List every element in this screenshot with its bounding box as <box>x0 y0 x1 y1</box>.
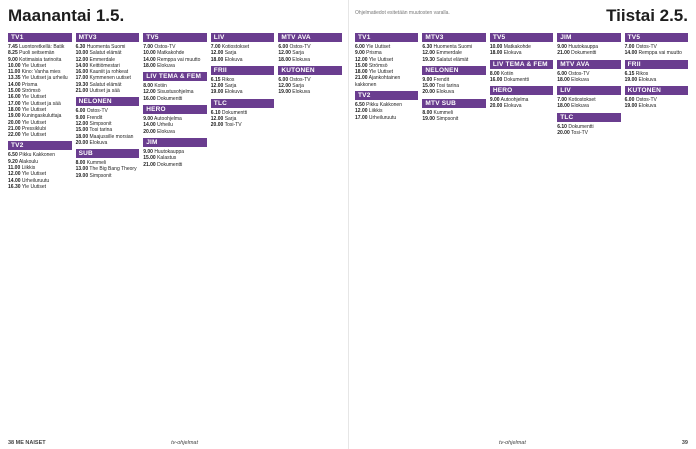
program-entry <box>557 77 620 83</box>
program-title: Yle Uutiset <box>21 132 47 139</box>
channel-header: MTV3 <box>76 33 140 42</box>
program-time: 7.00 <box>624 44 635 50</box>
program-title: Puoli seitsemän <box>19 50 55 57</box>
program-title: Dokumentti <box>568 123 594 130</box>
program-title: Sarja <box>292 50 304 57</box>
program-title: Pressiklubi <box>21 125 47 132</box>
channel-header: HERO <box>143 105 207 114</box>
schedule-column <box>557 30 620 136</box>
program-time: 20.00 <box>210 122 224 129</box>
program-time: 16.00 <box>143 95 156 102</box>
program-title: Ostos-TV <box>568 70 590 77</box>
program-time: 9.00 <box>557 44 567 50</box>
program-entry <box>143 96 207 102</box>
program-time: 16.30 <box>8 183 21 190</box>
program-time: 12.00 <box>210 50 224 57</box>
program-title: Yle Uutiset <box>21 62 47 69</box>
schedule-note: Ohjelmatiedot esitetään muutosten varalla. <box>355 10 450 16</box>
program-time: 15.00 <box>143 155 156 162</box>
program-time: 12.00 <box>422 50 435 57</box>
program-entry <box>8 132 72 138</box>
program-title: Elokuva <box>503 103 522 110</box>
channel-header: SUB <box>76 149 140 158</box>
program-time: 12.00 <box>75 120 89 127</box>
channel-header: KUTONEN <box>278 66 342 75</box>
program-entry <box>211 122 275 128</box>
day-title-tuesday: Tiistai 2.5. <box>606 6 688 25</box>
program-title: Liikkis <box>368 108 383 115</box>
program-time: 8.25 <box>8 50 18 57</box>
program-entry <box>143 63 207 69</box>
program-title: Elokuva <box>224 89 243 96</box>
program-title: Alakoulu <box>18 158 39 165</box>
program-entry <box>8 184 72 190</box>
program-title: Autoohjelma <box>500 97 529 104</box>
program-title: Salatut elämät <box>436 56 469 63</box>
program-time: 18.00 <box>557 76 570 83</box>
program-title: Frendit <box>433 76 450 83</box>
program-title: Tosi-TV <box>571 130 588 137</box>
program-title: Kummeli <box>86 160 107 167</box>
day-title-monday: Maanantai 1.5. <box>8 6 125 25</box>
program-entry <box>557 103 620 109</box>
program-time: 6.10 <box>210 109 221 116</box>
page-number-left <box>8 440 46 446</box>
program-time: 11.00 <box>8 69 21 76</box>
program-time: 8.00 <box>75 160 86 167</box>
program-title: Elokuva <box>436 89 455 96</box>
program-entry <box>355 75 418 88</box>
program-title: Prisma <box>21 81 38 88</box>
channel-header: TV2 <box>355 91 418 100</box>
channel-header: JIM <box>557 33 620 42</box>
program-time: 21.00 <box>355 75 368 82</box>
program-title: Yle Uutiset <box>21 183 47 190</box>
program-title: Sarja <box>224 50 237 57</box>
program-time: 12.00 <box>278 50 291 57</box>
program-title: Elokuva <box>292 89 311 96</box>
page-number: 38 <box>8 440 15 446</box>
program-time: 6.30 <box>422 44 433 50</box>
program-title: Frendit <box>86 114 103 121</box>
right-page <box>348 0 696 449</box>
program-entry <box>625 103 688 109</box>
program-time: 6.00 <box>75 108 86 115</box>
program-time: 15.00 <box>422 83 435 90</box>
program-title: Matkakohde <box>503 44 531 50</box>
program-title: Remppa vai muutto <box>157 56 201 63</box>
program-title: Dokumentti <box>157 95 183 102</box>
program-time: 19.00 <box>422 116 435 123</box>
channel-header: KUTONEN <box>625 86 688 95</box>
program-entry <box>490 50 553 56</box>
program-title: Huomenta Suomi <box>86 44 126 50</box>
channel-header: TV1 <box>8 33 72 42</box>
program-title: Huutokauppa <box>568 44 599 50</box>
channel-header: TLC <box>211 99 275 108</box>
program-entry <box>76 140 140 146</box>
program-time: 20.00 <box>75 139 89 146</box>
program-time: 18.00 <box>143 62 156 69</box>
program-title: Yle Uutiset <box>21 94 47 101</box>
program-time: 18.00 <box>8 106 21 113</box>
program-time: 19.00 <box>278 89 291 96</box>
channel-header: TV2 <box>8 141 72 150</box>
channel-header: MTV SUB <box>422 99 485 108</box>
program-time: 16.00 <box>8 94 21 101</box>
right-head-row <box>355 6 688 30</box>
program-time: 21.00 <box>143 161 156 168</box>
program-time: 16.00 <box>75 69 89 76</box>
program-title: Autoohjelma <box>154 116 182 123</box>
program-time: 18.00 <box>355 69 368 76</box>
channel-header: MTV AVA <box>557 60 620 69</box>
program-title: Elokuva <box>638 76 657 83</box>
program-title: Ostos-TV <box>635 44 657 50</box>
channel-header: TV5 <box>625 33 688 42</box>
program-title: Sarja <box>292 83 304 90</box>
program-title: Emmerdale <box>89 56 116 63</box>
program-title: Elokuva <box>571 103 589 110</box>
program-title: Rikos <box>635 70 649 77</box>
program-time: 12.00 <box>8 171 21 178</box>
program-title: Prisma <box>366 50 382 57</box>
program-time: 20.00 <box>557 130 570 137</box>
channel-header: TV1 <box>355 33 418 42</box>
program-time: 8.00 <box>143 83 153 90</box>
program-time: 19.00 <box>75 172 89 179</box>
program-time: 6.10 <box>557 123 567 130</box>
program-time: 10.00 <box>75 50 89 57</box>
program-time: 17.00 <box>75 75 89 82</box>
program-time: 14.00 <box>8 177 21 184</box>
program-time: 17.00 <box>355 114 368 121</box>
program-title: Simpsonit <box>89 120 112 127</box>
program-time: 14.00 <box>8 81 21 88</box>
program-title: Tosi-TV <box>224 122 242 129</box>
program-time: 6.00 <box>278 44 289 50</box>
program-title: Ajankohtainen kakkonen <box>355 75 401 88</box>
program-time: 12.00 <box>278 83 291 90</box>
program-title: Kino: Vanha mies <box>21 69 61 76</box>
program-time: 19.00 <box>210 89 224 96</box>
left-columns <box>8 30 342 190</box>
program-title: Elokuva <box>157 128 175 135</box>
program-time: 18.00 <box>489 50 503 57</box>
program-title: Dokumentti <box>157 161 183 168</box>
program-time: 12.00 <box>210 83 224 90</box>
program-time: 6.00 <box>557 70 567 77</box>
program-title: Elokuva <box>157 62 175 69</box>
program-entry <box>211 89 275 95</box>
program-title: Kymmenen uutiset <box>89 75 131 82</box>
program-time: 9.00 <box>8 56 18 63</box>
program-title: Matkakohde <box>157 50 185 57</box>
program-title: Yle Uutiset <box>21 171 47 178</box>
program-title: Yle Uutiset ja urheilu <box>21 75 68 82</box>
program-title: Yle Uutiset <box>366 44 391 50</box>
program-time: 9.00 <box>489 97 500 104</box>
program-title: Ostos-TV <box>289 44 311 50</box>
program-time: 18.00 <box>557 103 570 110</box>
magazine-brand: ME NAISET <box>15 440 46 446</box>
channel-header: FRII <box>211 66 275 75</box>
program-entry <box>422 89 485 95</box>
program-title: Emmerdale <box>436 50 462 57</box>
section-label-left: tv-ohjelmat <box>171 440 198 446</box>
program-title: Strömsö <box>21 88 41 95</box>
section-label-right: tv-ohjelmat <box>499 440 526 446</box>
channel-header: LIV TEMA & FEM <box>490 60 553 69</box>
program-entry <box>625 50 688 56</box>
program-title: Kotimaisia tarinoita <box>19 56 62 63</box>
program-title: Huomenta Suomi <box>433 44 473 50</box>
channel-header: LIV <box>557 86 620 95</box>
program-title: Kauniit ja rohkeat <box>89 69 129 76</box>
program-entry <box>490 77 553 83</box>
program-time: 22.00 <box>8 132 21 139</box>
schedule-column <box>143 30 207 190</box>
program-time: 15.00 <box>75 127 89 134</box>
channel-header: MTV3 <box>422 33 485 42</box>
program-title: Luontoretkellä: Batik <box>19 44 65 50</box>
schedule-column <box>278 30 342 190</box>
program-time: 12.00 <box>143 89 156 96</box>
channel-header: HERO <box>490 86 553 95</box>
program-time: 6.00 <box>624 97 635 104</box>
program-time: 17.00 <box>8 100 21 107</box>
channel-header: FRII <box>625 60 688 69</box>
program-time: 10.00 <box>489 44 503 50</box>
program-entry <box>278 57 342 63</box>
program-time: 9.00 <box>143 148 153 155</box>
program-title: Kotiostokset <box>221 44 250 50</box>
program-entry <box>76 88 140 94</box>
program-time: 20.00 <box>143 128 156 135</box>
program-title: Salatut elämät <box>89 81 122 88</box>
channel-header: LIV <box>211 33 275 42</box>
schedule-column <box>422 30 485 136</box>
program-time: 14.00 <box>75 62 89 69</box>
program-time: 18.00 <box>210 56 224 63</box>
program-time: 15.00 <box>8 88 21 95</box>
program-title: Urheilu <box>157 122 173 129</box>
channel-header: NELONEN <box>76 97 140 106</box>
schedule-column <box>8 30 72 190</box>
program-time: 6.15 <box>624 70 635 77</box>
program-entry <box>355 115 418 121</box>
program-title: Sarja <box>224 83 237 90</box>
program-title: Elokuva <box>571 76 589 83</box>
channel-header: TV5 <box>143 33 207 42</box>
program-title: Kotiostokset <box>568 97 596 104</box>
program-time: 6.30 <box>75 44 86 50</box>
program-time: 20.00 <box>8 119 21 126</box>
program-time: 9.00 <box>422 76 433 83</box>
schedule-column <box>355 30 418 136</box>
program-title: Dokumentti <box>571 50 597 57</box>
program-time: 19.00 <box>624 103 638 110</box>
program-time: 16.00 <box>489 76 503 83</box>
program-time: 13.00 <box>75 166 89 173</box>
program-time: 14.00 <box>143 56 156 63</box>
program-title: Ostos-TV <box>289 76 311 83</box>
program-title: Elokuva <box>224 56 243 63</box>
program-title: Elokuva <box>503 50 522 57</box>
program-time: 7.00 <box>143 44 153 50</box>
program-time: 6.50 <box>355 102 365 109</box>
program-title: Yle Uutiset <box>368 56 394 63</box>
program-time: 19.30 <box>75 81 89 88</box>
program-title: Simpsonit <box>89 172 112 179</box>
program-title: Ostos-TV <box>154 44 176 50</box>
program-title: Yle Uutiset ja sää <box>21 100 61 107</box>
program-title: Rikos <box>221 76 235 83</box>
program-time: 7.00 <box>210 44 221 50</box>
program-time: 6.00 <box>355 44 365 50</box>
program-time: 19.00 <box>624 76 638 83</box>
program-title: Elokuva <box>638 103 657 110</box>
channel-header: NELONEN <box>422 66 485 75</box>
program-entry <box>625 77 688 83</box>
program-title: Urheiluruutu <box>368 114 397 121</box>
schedule-column <box>211 30 275 190</box>
program-time: 8.00 <box>422 109 433 116</box>
program-title: Uutiset ja sää <box>89 88 120 95</box>
program-time: 20.00 <box>489 103 503 110</box>
program-title: Huutokauppa <box>154 148 185 155</box>
program-title: Elokuva <box>89 139 108 146</box>
program-time: 7.00 <box>557 97 567 104</box>
page-number-right: 39 <box>681 440 688 446</box>
program-title: Pikku Kakkonen <box>19 152 55 159</box>
channel-header: JIM <box>143 138 207 147</box>
channel-header: TV5 <box>490 33 553 42</box>
program-title: Yle Uutiset <box>368 69 394 76</box>
program-entry <box>76 173 140 179</box>
program-title: Remppa vai muutto <box>638 50 682 57</box>
channel-header: LIV TEMA & FEM <box>143 72 207 81</box>
program-title: Dokumentti <box>221 109 248 116</box>
program-title: Strömsö <box>368 62 388 69</box>
program-title: Kotiin <box>154 83 167 90</box>
program-time: 15.00 <box>355 62 368 69</box>
program-title: Yle Uutiset <box>21 119 47 126</box>
schedule-column <box>490 30 553 136</box>
program-title: Sisustusohjelma <box>157 89 194 96</box>
program-time: 9.20 <box>8 158 18 165</box>
program-entry <box>278 89 342 95</box>
program-entry <box>557 130 620 136</box>
program-time: 14.00 <box>624 50 638 57</box>
program-time: 11.00 <box>8 165 21 172</box>
channel-header: MTV AVA <box>278 33 342 42</box>
program-time: 21.00 <box>8 125 21 132</box>
program-time: 13.35 <box>8 75 21 82</box>
program-title: Ostos-TV <box>635 97 657 104</box>
program-time: 18.00 <box>278 56 291 63</box>
program-time: 14.00 <box>143 122 156 129</box>
program-entry <box>211 57 275 63</box>
program-title: Kalastus <box>157 155 177 162</box>
program-title: Ostos-TV <box>86 108 108 115</box>
program-time: 20.00 <box>422 89 435 96</box>
right-columns <box>355 30 688 136</box>
program-entry <box>143 162 207 168</box>
program-time: 9.00 <box>75 114 86 121</box>
program-time: 12.00 <box>75 56 89 63</box>
program-title: The Big Bang Theory <box>89 166 137 173</box>
program-time: 6.15 <box>210 76 221 83</box>
program-time: 10.00 <box>143 50 156 57</box>
program-time: 7.45 <box>8 44 18 50</box>
program-title: Kuningaskuluttaja <box>21 113 62 120</box>
program-entry <box>422 57 485 63</box>
program-title: Simpsonit <box>436 116 459 123</box>
program-entry <box>490 103 553 109</box>
program-entry <box>422 116 485 122</box>
program-time: 12.00 <box>355 56 368 63</box>
program-title: Kotiin <box>500 70 514 77</box>
program-entry <box>557 50 620 56</box>
program-title: Maajussille morsian <box>89 133 134 140</box>
program-title: Pikku Kakkonen <box>366 102 402 109</box>
program-title: Salatut elämät <box>89 50 122 57</box>
program-time: 21.00 <box>557 50 570 57</box>
program-title: Keittiömestari <box>89 62 120 69</box>
program-time: 19.30 <box>422 56 435 63</box>
program-time: 21.00 <box>75 88 89 95</box>
schedule-column <box>625 30 688 136</box>
program-title: Urheiluruutu <box>21 177 50 184</box>
program-title: Kummeli <box>433 109 453 116</box>
program-time: 9.00 <box>355 50 365 57</box>
program-title: Liikkis <box>21 165 36 172</box>
program-title: Tosi tarina <box>436 83 460 90</box>
program-time: 9.00 <box>143 116 153 123</box>
program-time: 6.00 <box>278 76 289 83</box>
program-title: Dokumentti <box>503 76 530 83</box>
program-entry <box>143 129 207 135</box>
program-time: 12.00 <box>210 116 224 123</box>
program-title: Tosi tarina <box>89 127 113 134</box>
schedule-column <box>76 30 140 190</box>
channel-header: TLC <box>557 113 620 122</box>
program-time: 8.00 <box>489 70 500 77</box>
program-time: 6.50 <box>8 152 18 159</box>
program-title: Sarja <box>224 116 237 123</box>
program-title: Elokuva <box>292 56 311 63</box>
program-title: Yle Uutiset <box>21 106 47 113</box>
program-time: 10.00 <box>8 62 21 69</box>
program-time: 18.00 <box>75 133 89 140</box>
program-time: 19.00 <box>8 113 21 120</box>
program-time: 12.00 <box>355 108 368 115</box>
